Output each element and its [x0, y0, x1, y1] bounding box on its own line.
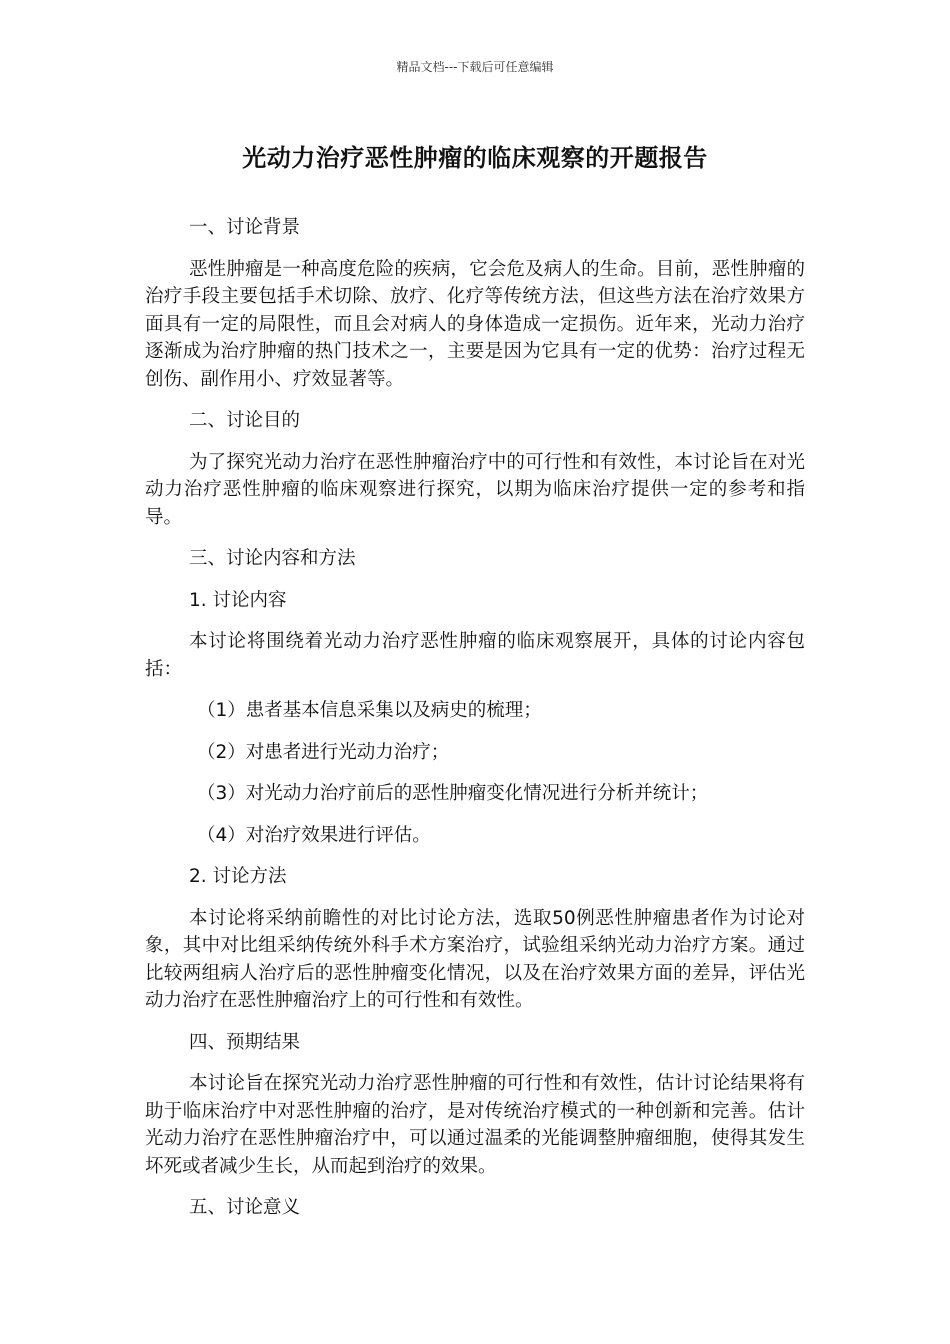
paragraph-purpose: 为了探究光动力治疗在恶性肿瘤治疗中的可行性和有效性，本讨论旨在对光动力治疗恶性肿瘤的临床观察进行探究，以期为临床治疗提供一定的参考和指导。 — [145, 451, 805, 528]
subheading-content: 1. 讨论内容 — [189, 589, 287, 611]
list-item: （2）对患者进行光动力治疗； — [197, 741, 450, 763]
section-heading-significance: 五、讨论意义 — [189, 1197, 301, 1218]
section-heading-content-method: 三、讨论内容和方法 — [189, 548, 356, 569]
section-heading-background: 一、讨论背景 — [189, 217, 301, 238]
paragraph-content-intro: 本讨论将围绕着光动力治疗恶性肿瘤的临床观察展开，具体的讨论内容包括： — [145, 631, 805, 680]
list-item: （1）患者基本信息采集以及病史的梳理； — [197, 700, 542, 721]
paragraph-background: 恶性肿瘤是一种高度危险的疾病，它会危及病人的生命。目前，恶性肿瘤的治疗手段主要包括手术切除、放疗、化疗等传统方法，但这些方法在治疗效果方面具有一定的局限性，而且会对病人的身体造成一定损伤。近年来，光动力治疗逐渐成为治疗肿瘤的热门技术之一，主要是因为它具有一定的优势：治疗过程无创伤、副作用小、疗效显著等。 — [145, 258, 805, 390]
list-item: （4）对治疗效果进行评估。 — [197, 824, 431, 846]
list-item: （3）对光动力治疗前后的恶性肿瘤变化情况进行分析并统计； — [197, 783, 709, 804]
section-heading-expected: 四、预期结果 — [189, 1031, 301, 1053]
paragraph-method: 本讨论将采纳前瞻性的对比讨论方法，选取50例恶性肿瘤患者作为讨论对象，其中对比组采纳传统外科手术方案治疗，试验组采纳光动力治疗方案。通过比较两组病人治疗后的恶性肿瘤变化情况，以及在治疗效果方面的差异，评估光动力治疗在恶性肿瘤治疗上的可行性和有效性。 — [145, 907, 805, 1011]
page-header: 精品文档---下载后可任意编辑 — [396, 60, 554, 74]
subheading-method: 2. 讨论方法 — [189, 866, 287, 887]
document-body — [145, 214, 805, 1236]
document-title: 光动力治疗恶性肿瘤的临床观察的开题报告 — [242, 144, 708, 172]
section-heading-purpose: 二、讨论目的 — [189, 410, 301, 431]
paragraph-expected: 本讨论旨在探究光动力治疗恶性肿瘤的可行性和有效性，估计讨论结果将有助于临床治疗中对恶性肿瘤的治疗，是对传统治疗模式的一种创新和完善。估计光动力治疗在恶性肿瘤治疗中，可以通过温柔的光能调整肿瘤细胞，使得其发生坏死或者减少生长，从而起到治疗的效果。 — [145, 1073, 805, 1177]
